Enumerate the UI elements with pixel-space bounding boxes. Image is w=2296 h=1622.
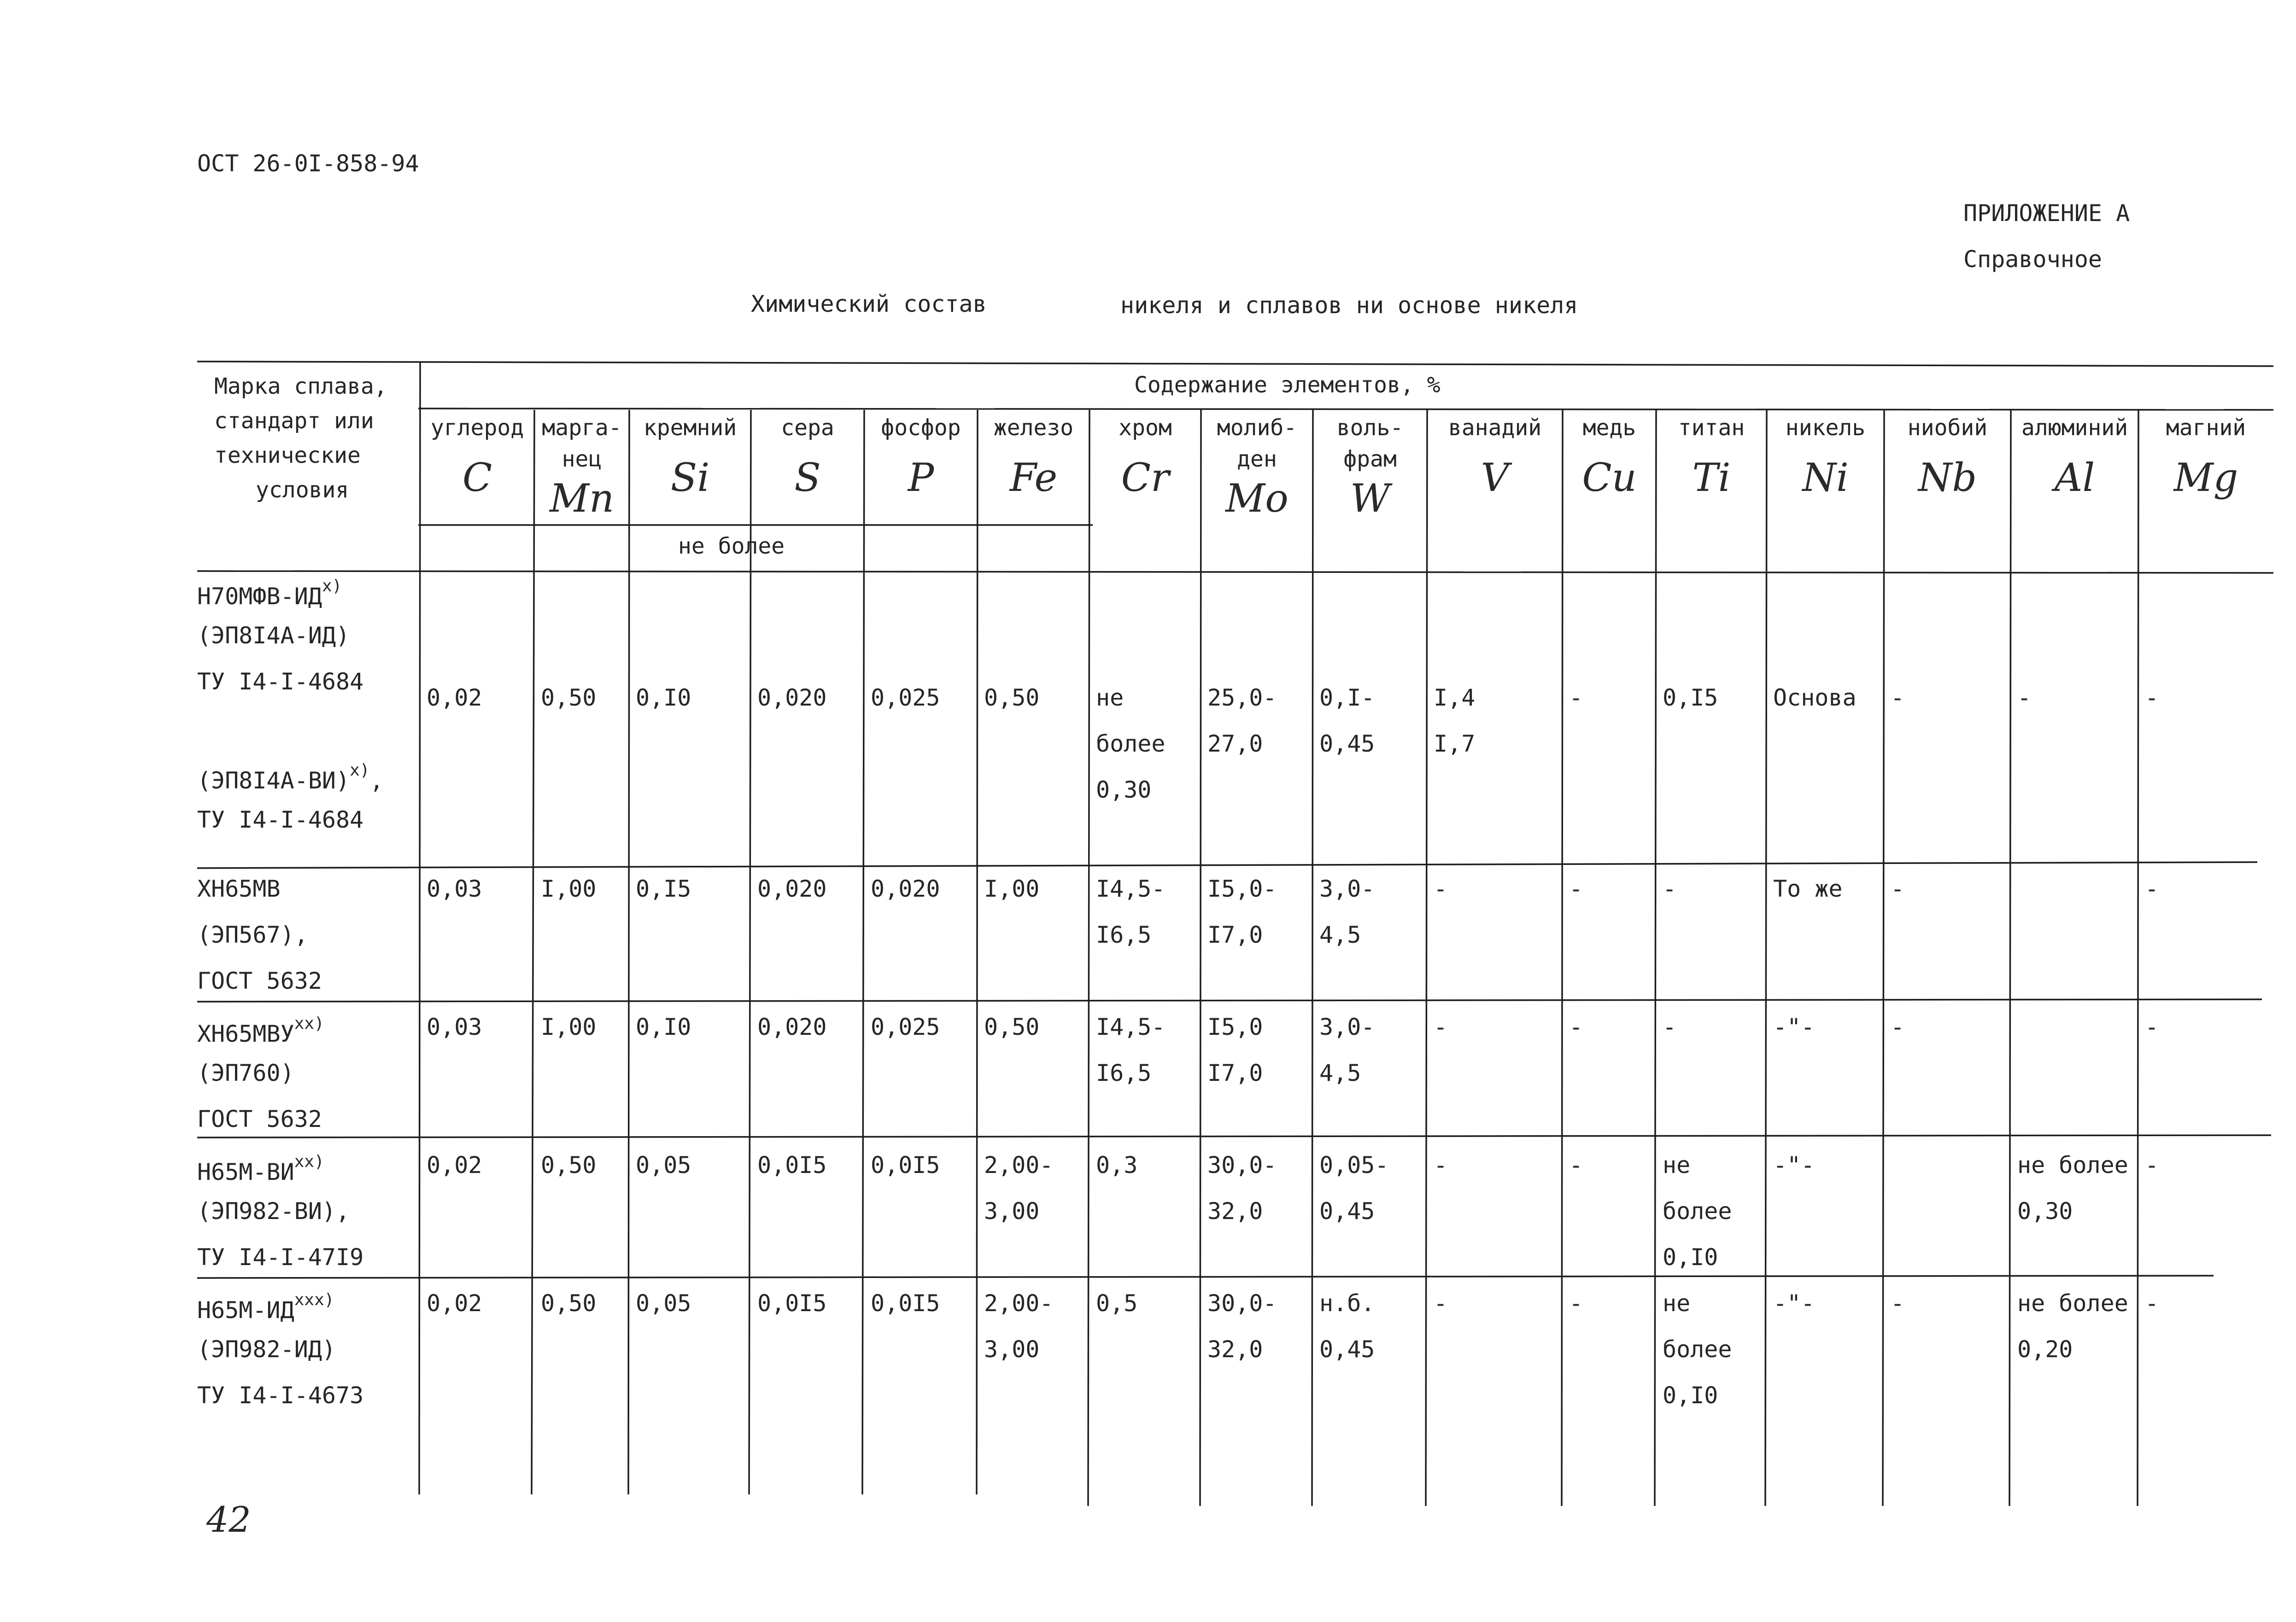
table-cell: -"- xyxy=(1773,1152,1815,1179)
element-name-10-0: медь xyxy=(1582,415,1636,441)
table-cell: - xyxy=(2145,684,2159,711)
element-symbol-p: P xyxy=(908,455,934,500)
table-cell: 0,I5 xyxy=(636,875,691,902)
table-cell: 3,0- xyxy=(1319,875,1375,902)
grade-text: (ЭП8I4А-ВИ) xyxy=(197,767,350,794)
grade-column-header-line-4: условия xyxy=(256,477,349,503)
element-symbol-ti: Ti xyxy=(1692,455,1731,500)
table-cell: 0,45 xyxy=(1319,1198,1375,1225)
grade-line xyxy=(197,624,350,647)
appendix-label: ПРИЛОЖЕНИЕ А xyxy=(1963,200,2130,227)
grade-line xyxy=(197,1108,322,1131)
table-cell: I5,0 xyxy=(1207,1014,1263,1040)
element-symbol-fe: Fe xyxy=(1009,455,1058,500)
table-cell: 0,50 xyxy=(541,1152,597,1179)
element-name-6-0: хром xyxy=(1119,415,1172,441)
table-cell: - xyxy=(1434,1014,1448,1040)
table-cell: 0,I0 xyxy=(636,684,691,711)
grade-line xyxy=(197,762,384,792)
grade-line xyxy=(197,808,363,831)
table-cell: 0,I0 xyxy=(1663,1244,1718,1271)
table-cell: - xyxy=(1569,875,1583,902)
table-cell: 3,0- xyxy=(1319,1014,1375,1040)
table-cell: 0,020 xyxy=(871,875,940,902)
grade-text: (ЭП760) xyxy=(197,1060,294,1086)
not-more-header: не более xyxy=(678,533,785,559)
table-cell: 3,00 xyxy=(984,1336,1040,1363)
table-cell: 0,02 xyxy=(427,1290,482,1317)
table-cell: - xyxy=(1891,875,1905,902)
table-cell: 0,50 xyxy=(984,1014,1040,1040)
table-cell: 0,50 xyxy=(984,684,1040,711)
table-cell: 0,020 xyxy=(757,684,827,711)
element-name-1-0: марга- xyxy=(542,415,622,441)
table-cell: 0,30 xyxy=(1096,776,1152,803)
grade-text: Н70МФВ-ИД xyxy=(197,583,322,610)
element-name-11-0: титан xyxy=(1678,415,1745,441)
table-cell: 4,5 xyxy=(1319,922,1361,948)
element-symbol-v: V xyxy=(1481,455,1509,500)
grade-text: (ЭП982-ВИ), xyxy=(197,1198,350,1225)
grade-line xyxy=(197,670,363,693)
element-symbol-mo: Mo xyxy=(1225,476,1289,521)
table-cell: I,4 xyxy=(1434,684,1476,711)
grade-suffix: , xyxy=(369,767,384,794)
table-cell: 0,3 xyxy=(1096,1152,1138,1179)
content-header: Содержание элементов, % xyxy=(1134,372,1441,398)
element-symbol-si: Si xyxy=(670,455,710,500)
element-name-0-0: углерод xyxy=(430,415,524,441)
element-name-2-0: кремний xyxy=(643,415,737,441)
grade-line xyxy=(197,578,342,608)
element-symbol-nb: Nb xyxy=(1918,455,1977,500)
element-name-4-0: фосфор xyxy=(881,415,961,441)
table-cell: 25,0- xyxy=(1207,684,1277,711)
grade-text: Н65М-ИД xyxy=(197,1297,294,1324)
element-name-9-0: ванадий xyxy=(1448,415,1542,441)
element-name-12-0: никель xyxy=(1785,415,1866,441)
table-cell: более xyxy=(1663,1336,1732,1363)
grade-text: ГОСТ 5632 xyxy=(197,968,322,994)
element-name-5-0: железо xyxy=(993,415,1074,441)
grade-line xyxy=(197,1154,324,1184)
table-cell: 0,020 xyxy=(757,875,827,902)
table-cell: - xyxy=(2145,875,2159,902)
table-cell: I5,0- xyxy=(1207,875,1277,902)
table-cell: I,7 xyxy=(1434,730,1476,757)
element-name-1-1: нец xyxy=(562,446,602,472)
table-cell: - xyxy=(1569,1152,1583,1179)
table-title-left: Химический состав xyxy=(751,291,987,317)
table-cell: 0,025 xyxy=(871,1014,940,1040)
table-cell: - xyxy=(1663,1014,1677,1040)
grade-text: (ЭП8I4А-ИД) xyxy=(197,622,350,649)
table-cell: - xyxy=(1569,1290,1583,1317)
table-cell: - xyxy=(1891,1014,1905,1040)
element-symbol-cu: Cu xyxy=(1582,455,1637,500)
table-cell: 32,0 xyxy=(1207,1336,1263,1363)
grade-line xyxy=(197,1246,363,1269)
table-cell: 2,00- xyxy=(984,1290,1054,1317)
table-cell: - xyxy=(1569,1014,1583,1040)
table-cell: 0,20 xyxy=(2017,1336,2073,1363)
table-cell: I4,5- xyxy=(1096,875,1166,902)
table-cell: - xyxy=(1434,875,1448,902)
grade-text: Н65М-ВИ xyxy=(197,1159,294,1185)
table-cell: Основа xyxy=(1773,684,1857,711)
grade-line xyxy=(197,1200,350,1223)
element-symbol-w: W xyxy=(1350,476,1390,521)
grade-text: ХН65МВУ xyxy=(197,1021,294,1047)
table-cell: 0,05 xyxy=(636,1152,691,1179)
element-name-15-0: магний xyxy=(2166,415,2246,441)
element-symbol-mg: Mg xyxy=(2173,455,2238,500)
table-cell: I,00 xyxy=(541,875,597,902)
table-cell: 0,03 xyxy=(427,875,482,902)
table-cell: 0,45 xyxy=(1319,1336,1375,1363)
table-cell: более xyxy=(1663,1198,1732,1225)
grade-line xyxy=(197,1338,336,1361)
page-number: 42 xyxy=(206,1499,251,1540)
grade-line xyxy=(197,877,281,900)
table-cell: более xyxy=(1096,730,1166,757)
grade-column-header-line-3: технические xyxy=(214,443,361,468)
element-symbol-s: S xyxy=(794,455,821,500)
grade-text: ХН65МВ xyxy=(197,875,281,902)
document-code: ОСТ 26-0I-858-94 xyxy=(197,150,419,177)
element-name-13-0: ниобий xyxy=(1907,415,1988,441)
table-cell: I7,0 xyxy=(1207,922,1263,948)
grade-line xyxy=(197,1015,324,1045)
table-cell: 0,30 xyxy=(2017,1198,2073,1225)
grade-column-header-line-1: Марка сплава, xyxy=(214,373,387,399)
table-cell: 0,50 xyxy=(541,684,597,711)
table-cell: - xyxy=(1434,1152,1448,1179)
table-cell: 30,0- xyxy=(1207,1152,1277,1179)
grade-text: ТУ I4-I-4673 xyxy=(197,1382,364,1409)
element-symbol-ni: Ni xyxy=(1802,455,1849,500)
table-cell: 3,00 xyxy=(984,1198,1040,1225)
grade-text: ТУ I4-I-4684 xyxy=(197,806,364,833)
table-cell: То же xyxy=(1773,875,1843,902)
table-cell: 0,5 xyxy=(1096,1290,1138,1317)
footnote-mark: ххх) xyxy=(294,1290,334,1309)
table-cell: 0,I- xyxy=(1319,684,1375,711)
table-cell: - xyxy=(1663,875,1677,902)
table-cell: 0,0I5 xyxy=(871,1290,940,1317)
table-cell: - xyxy=(2145,1152,2159,1179)
table-cell: не более xyxy=(2017,1152,2128,1179)
table-cell: не xyxy=(1096,684,1124,711)
footnote-mark: хх) xyxy=(294,1014,324,1033)
table-cell: -"- xyxy=(1773,1014,1815,1040)
table-cell: - xyxy=(1891,684,1905,711)
table-cell: не более xyxy=(2017,1290,2128,1317)
grade-line xyxy=(197,923,308,946)
element-name-7-1: ден xyxy=(1237,446,1277,472)
table-cell: 0,I0 xyxy=(636,1014,691,1040)
table-cell: 0,0I5 xyxy=(757,1152,827,1179)
element-symbol-cr: Cr xyxy=(1121,455,1170,500)
table-cell: 0,I0 xyxy=(1663,1382,1718,1409)
table-cell: I7,0 xyxy=(1207,1060,1263,1086)
grade-line xyxy=(197,1062,294,1085)
table-cell: 0,05- xyxy=(1319,1152,1389,1179)
element-symbol-c: C xyxy=(462,455,492,500)
element-symbol-al: Al xyxy=(2054,455,2095,500)
table-cell: 2,00- xyxy=(984,1152,1054,1179)
table-title-right: никеля и сплавов ни основе никеля xyxy=(1120,292,1578,319)
table-cell: - xyxy=(1569,684,1583,711)
table-cell: 0,020 xyxy=(757,1014,827,1040)
table-cell: 30,0- xyxy=(1207,1290,1277,1317)
table-cell: I6,5 xyxy=(1096,1060,1152,1086)
table-cell: 0,05 xyxy=(636,1290,691,1317)
element-name-7-0: молиб- xyxy=(1217,415,1297,441)
table-cell: не xyxy=(1663,1152,1691,1179)
grade-line xyxy=(197,1384,363,1407)
element-name-3-0: сера xyxy=(781,415,834,441)
table-cell: 0,0I5 xyxy=(757,1290,827,1317)
element-name-14-0: алюминий xyxy=(2021,415,2128,441)
grade-line xyxy=(197,969,322,992)
table-cell: 0,0I5 xyxy=(871,1152,940,1179)
table-cell: 0,02 xyxy=(427,684,482,711)
table-cell: - xyxy=(1434,1290,1448,1317)
element-name-8-1: фрам xyxy=(1343,446,1397,472)
table-cell: - xyxy=(2145,1290,2159,1317)
grade-text: ГОСТ 5632 xyxy=(197,1106,322,1132)
table-cell: -"- xyxy=(1773,1290,1815,1317)
grade-text: (ЭП567), xyxy=(197,922,308,948)
appendix-type: Справочное xyxy=(1963,246,2103,273)
table-cell: 0,03 xyxy=(427,1014,482,1040)
table-cell: I,00 xyxy=(541,1014,597,1040)
footnote-mark: х) xyxy=(322,577,342,595)
table-cell: I4,5- xyxy=(1096,1014,1166,1040)
grade-column-header-line-2: стандарт или xyxy=(214,408,374,434)
element-symbol-mn: Mn xyxy=(549,476,615,521)
grade-text: ТУ I4-I-47I9 xyxy=(197,1244,364,1271)
grade-text: ТУ I4-I-4684 xyxy=(197,668,364,695)
table-cell: 4,5 xyxy=(1319,1060,1361,1086)
footnote-mark: х) xyxy=(350,761,370,780)
table-cell: 27,0 xyxy=(1207,730,1263,757)
table-cell: I6,5 xyxy=(1096,922,1152,948)
table-cell: I,00 xyxy=(984,875,1040,902)
grade-line xyxy=(197,1292,334,1322)
table-cell: 0,025 xyxy=(871,684,940,711)
table-cell: не xyxy=(1663,1290,1691,1317)
table-cell: 0,50 xyxy=(541,1290,597,1317)
table-cell: н.б. xyxy=(1319,1290,1375,1317)
table-cell: - xyxy=(2145,1014,2159,1040)
table-cell: 32,0 xyxy=(1207,1198,1263,1225)
table-cell: 0,45 xyxy=(1319,730,1375,757)
table-cell: 0,I5 xyxy=(1663,684,1718,711)
grade-text: (ЭП982-ИД) xyxy=(197,1336,336,1363)
table-cell: - xyxy=(1891,1290,1905,1317)
table-cell: 0,02 xyxy=(427,1152,482,1179)
element-name-8-0: воль- xyxy=(1336,415,1404,441)
table-cell: - xyxy=(2017,684,2032,711)
footnote-mark: хх) xyxy=(294,1152,324,1171)
